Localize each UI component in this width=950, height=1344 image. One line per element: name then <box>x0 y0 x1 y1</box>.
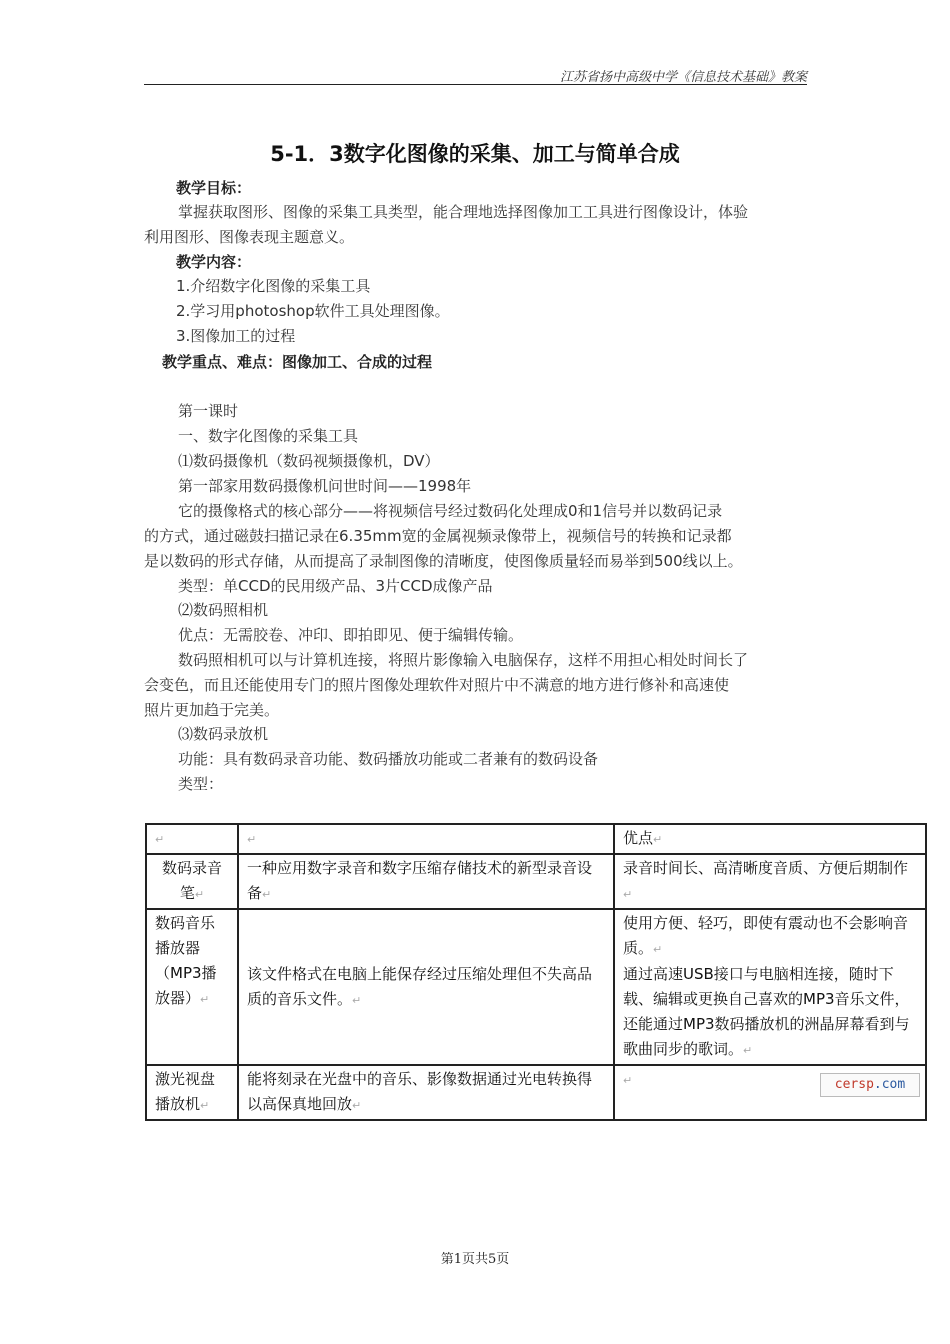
device-advantages <box>614 909 926 1065</box>
table-row <box>146 909 926 1065</box>
table-header-cell: ↵ <box>146 824 238 854</box>
section-heading: 一、数字化图像的采集工具 <box>178 427 359 445</box>
camcorder-types: 类型：单CCD的民用级产品、3片CCD成像产品 <box>178 577 493 595</box>
content-label: 教学内容： <box>176 253 252 271</box>
page-header: 江苏省扬中高级中学《信息技术基础》教案 <box>144 66 807 85</box>
page-footer: 第1页共5页 <box>440 1252 510 1267</box>
device-advantages: 录音时间长、高清晰度音质、方便后期制作↵ <box>614 854 926 909</box>
content-item-3: 3.图像加工的过程 <box>176 327 296 345</box>
goal-label: 教学目标： <box>176 179 252 197</box>
recorder-types: 类型： <box>178 775 224 793</box>
advantage-line: 通过高速USB接口与电脑相连接，随时下载、编辑或更换自己喜欢的MP3音乐文件，还能通过MP3数码播放机的洲晶屏幕看到与歌曲同步的歌词。↵ <box>623 965 910 1058</box>
lesson-label: 第一课时 <box>178 402 239 420</box>
camera-advantages: 优点：无需胶卷、冲印、即拍即见、便于编辑传输。 <box>178 626 524 644</box>
device-description: 能将刻录在光盘中的音乐、影像数据通过光电转换得以高保真地回放↵ <box>238 1065 614 1120</box>
table-header-row <box>146 824 926 854</box>
device-name: 数码音乐播放器（MP3播放器）↵ <box>146 909 238 1065</box>
document-title: 5-1．3数字化图像的采集、加工与简单合成 <box>270 142 680 166</box>
content-item-2: 2.学习用photoshop软件工具处理图像。 <box>176 302 450 320</box>
device-name: 激光视盘播放机↵ <box>146 1065 238 1120</box>
device-advantages: ↵ <box>614 1065 926 1120</box>
camcorder-para-line3: 是以数码的形式存储，从而提高了录制图像的清晰度，使图像质量轻而易举到500线以上。 <box>144 552 743 570</box>
cersp-logo: cersp.com <box>820 1073 920 1097</box>
table-header-advantages: 优点↵ <box>614 824 926 854</box>
recorder-table <box>145 823 927 1121</box>
table-row <box>146 1065 926 1120</box>
camera-para-line1: 数码照相机可以与计算机连接，将照片影像输入电脑保存，这样不用担心相处时间长了 <box>178 651 749 669</box>
camcorder-first: 第一部家用数码摄像机问世时间——1998年 <box>178 477 472 495</box>
device-name: 数码录音笔↵ <box>146 854 238 909</box>
goal-text-line2: 利用图形、图像表现主题意义。 <box>144 228 355 246</box>
camera-heading: ⑵数码照相机 <box>178 601 269 619</box>
key-points: 教学重点、难点：图像加工、合成的过程 <box>162 353 433 371</box>
recorder-heading: ⑶数码录放机 <box>178 725 269 743</box>
recorder-function: 功能：具有数码录音功能、数码播放功能或二者兼有的数码设备 <box>178 750 599 768</box>
camera-para-line2: 会变色，而且还能使用专门的照片图像处理软件对照片中不满意的地方进行修补和高速使 <box>144 676 730 694</box>
table-row <box>146 854 926 909</box>
camcorder-para-line1: 它的摄像格式的核心部分——将视频信号经过数码化处理成0和1信号并以数码记录 <box>178 502 723 520</box>
camcorder-para-line2: 的方式，通过磁鼓扫描记录在6.35mm宽的金属视频录像带上，视频信号的转换和记录都 <box>144 527 732 545</box>
device-description: 该文件格式在电脑上能保存经过压缩处理但不失高品质的音乐文件。↵ <box>238 909 614 1065</box>
goal-text-line1: 掌握获取图形、图像的采集工具类型，能合理地选择图像加工工具进行图像设计，体验 <box>178 203 749 221</box>
camera-para-line3: 照片更加趋于完美。 <box>144 701 280 719</box>
advantage-line: 使用方便、轻巧，即使有震动也不会影响音质。↵ <box>623 914 909 957</box>
content-item-1: 1.介绍数字化图像的采集工具 <box>176 277 371 295</box>
table-header-cell: ↵ <box>238 824 614 854</box>
camcorder-heading: ⑴数码摄像机（数码视频摄像机，DV） <box>178 452 440 470</box>
device-description: 一种应用数字录音和数字压缩存储技术的新型录音设备↵ <box>238 854 614 909</box>
